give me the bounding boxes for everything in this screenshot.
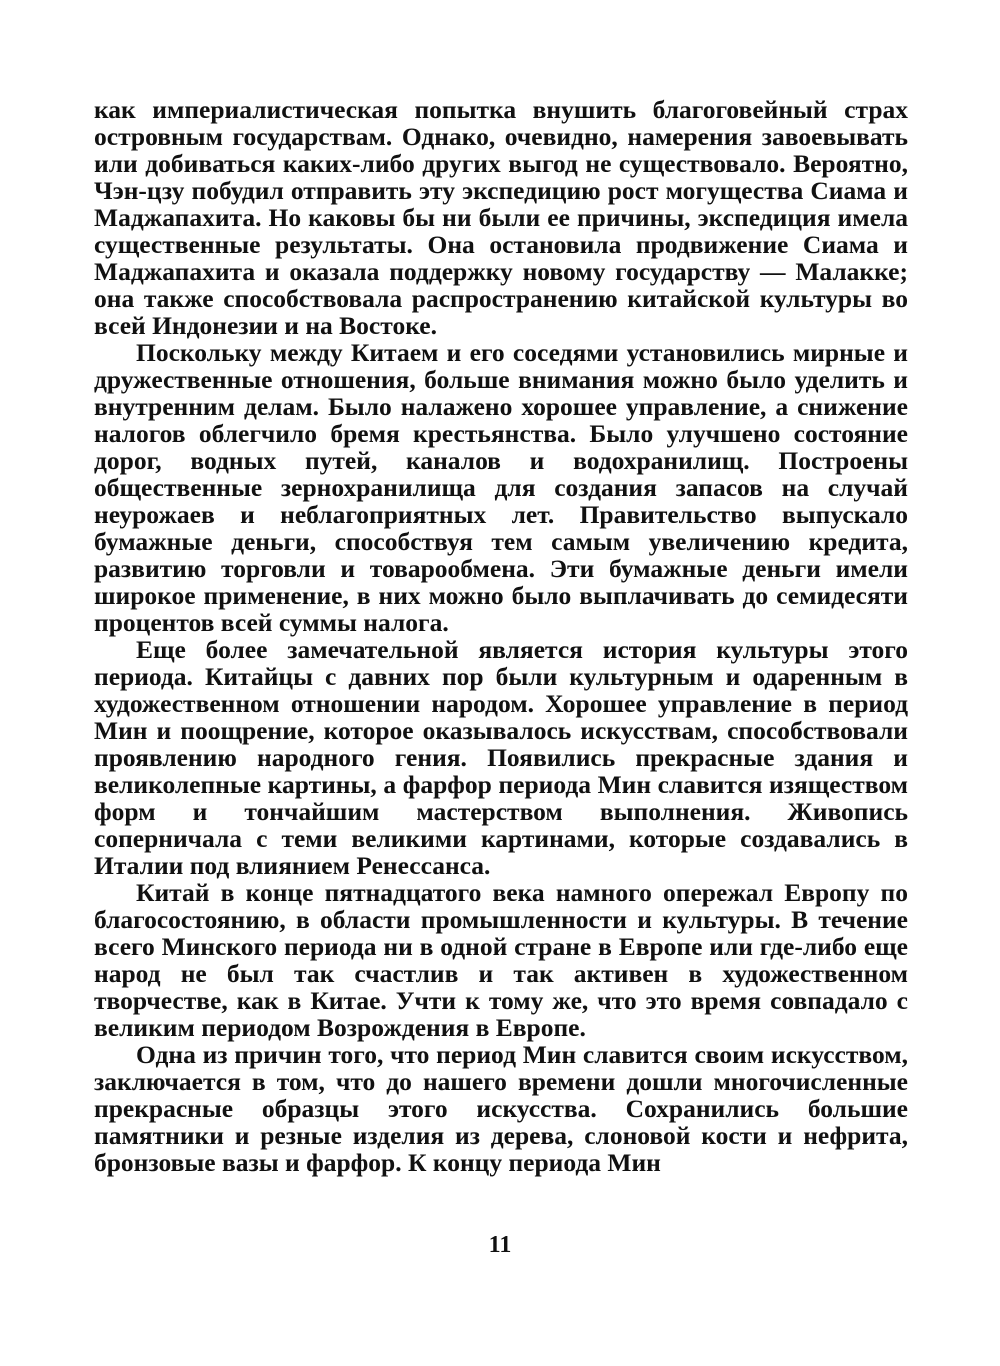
paragraph-1: как империалистическая попытка внушить благоговейный страх островным государствам. Однако, очевидно, намерения завоевывать или добиваться каких-либо других выгод не существовало. Вероятно, Чэн-цзу побудил отправить эту экспедицию рост могущества Сиама и Маджапахита. Но каковы бы ни были ее причины, экспедиция имела существенные результаты. Она остановила продвижение Сиама и Маджапахита и оказала поддержку новому государству — Малакке; она также способствовала распространению китайской культуры во всей Индонезии и на Востоке.: [94, 95, 908, 340]
paragraph-5: Одна из причин того, что период Мин славится своим искусством, заключается в том, что до нашего времени дошли многочисленные прекрасные образцы этого искусства. Сохранились большие памятники и резные изделия из дерева, слоновой кости и нефрита, бронзовые вазы и фарфор. К концу периода Мин: [94, 1040, 908, 1177]
body-text: [94, 96, 908, 1176]
paragraph-4: Китай в конце пятнадцатого века намного опережал Европу по благосостоянию, в области промышленности и культуры. В течение всего Минского периода ни в одной стране в Европе или где-либо еще народ не был так счастлив и так активен в художественном творчестве, как в Китае. Учти к тому же, что это время совпадало с великим периодом Возрождения в Европе.: [94, 878, 908, 1042]
paragraph-3: Еще более замечательной является история культуры этого периода. Китайцы с давних пор были культурным и одаренным в художественном отношении народом. Хорошее управление в период Мин и поощрение, которое оказывалось искусствам, способствовали проявлению народного гения. Появились прекрасные здания и великолепные картины, а фарфор периода Мин славится изяществом форм и тончайшим мастерством выполнения. Живопись соперничала с теми великими картинами, которые создавались в Италии под влиянием Ренессанса.: [94, 635, 908, 880]
paragraph-2: Поскольку между Китаем и его соседями установились мирные и дружественные отношения, больше внимания можно было уделить и внутренним делам. Было налажено хорошее управление, а снижение налогов облегчило бремя крестьянства. Было улучшено состояние дорог, водных путей, каналов и водохранилищ. Построены общественные зернохранилища для создания запасов на случай неурожаев и неблагоприятных лет. Правительство выпускало бумажные деньги, способствуя тем самым увеличению кредита, развитию торговли и товарообмена. Эти бумажные деньги имели широкое применение, в них можно было выплачивать до семидесяти процентов всей суммы налога.: [94, 338, 908, 637]
page-number: 11: [488, 1232, 512, 1258]
